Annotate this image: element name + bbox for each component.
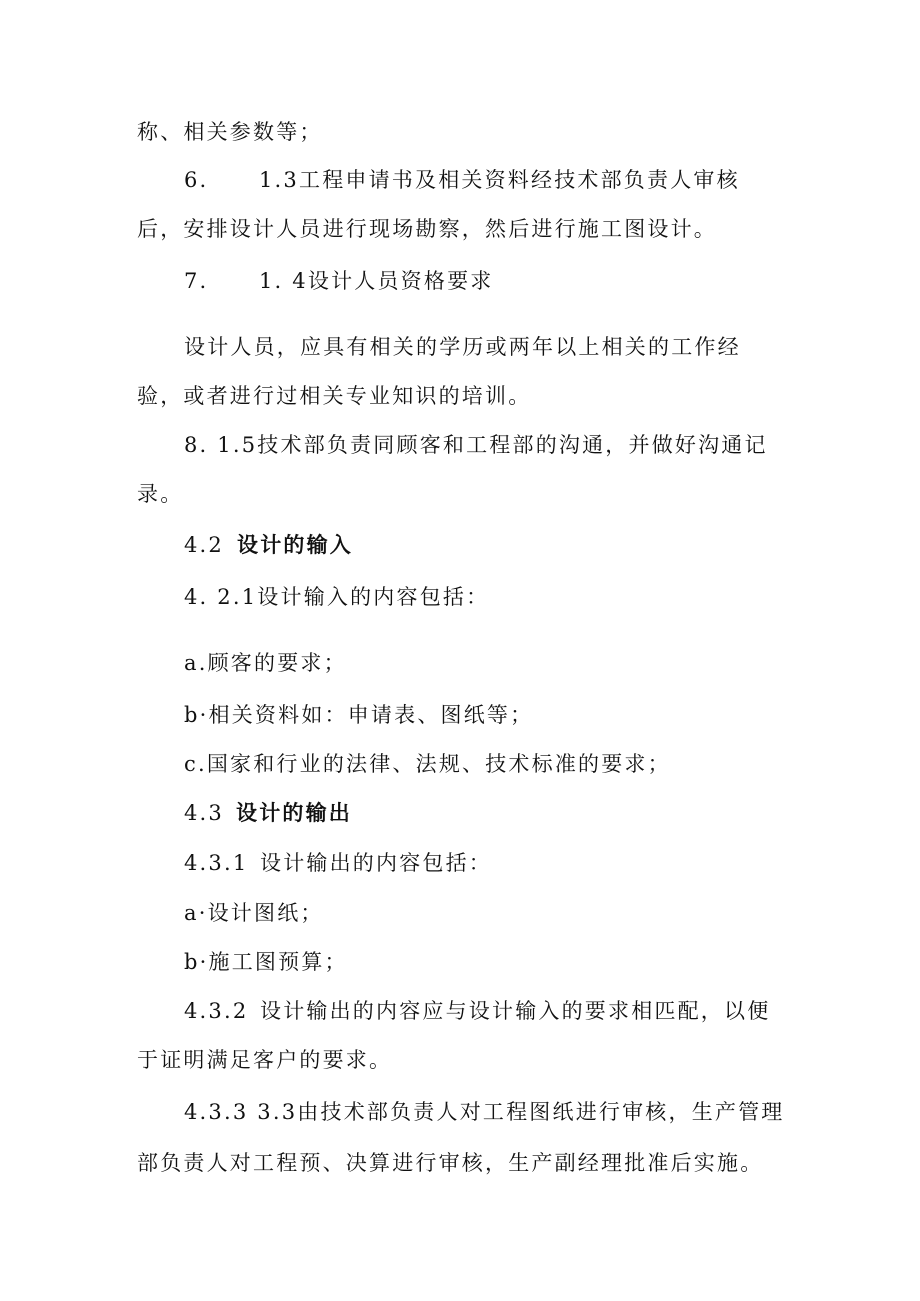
list-item: c.国家和行业的法律、法规、技术标准的要求； <box>184 752 671 776</box>
body-line: 部负责人对工程预、决算进行审核，生产副经理批准后实施。 <box>137 1151 764 1175</box>
body-line: 录。 <box>137 482 184 506</box>
list-number: 6. <box>184 168 209 192</box>
body-line: 于证明满足客户的要求。 <box>137 1048 393 1072</box>
list-number: 4.3.1 <box>184 851 249 875</box>
body-line: 称、相关参数等； <box>137 120 323 144</box>
body-line: 7. 1. 4设计人员资格要求 <box>184 266 493 296</box>
list-item: a·设计图纸； <box>184 901 324 925</box>
body-line: 8. 1.5技术部负责同顾客和工程部的沟通，并做好沟通记 <box>184 433 768 457</box>
list-number: 7. <box>184 269 209 293</box>
list-number: 4.3.2 <box>184 999 249 1023</box>
body-line: 后，安排设计人员进行现场勘察，然后进行施工图设计。 <box>137 217 717 241</box>
list-item: b·施工图预算； <box>184 950 348 974</box>
body-line: 4. 2.1设计输入的内容包括： <box>184 585 490 609</box>
body-line: 4.3.3 3.3由技术部负责人对工程图纸进行审核，生产管理 <box>184 1100 785 1124</box>
body-line: 设计人员，应具有相关的学历或两年以上相关的工作经 <box>184 335 741 359</box>
body-line: 4.3.1 设计输出的内容包括： <box>184 848 492 878</box>
list-item: a.顾客的要求； <box>184 651 347 675</box>
list-item: b·相关资料如：申请表、图纸等； <box>184 703 534 727</box>
body-line: 验，或者进行过相关专业知识的培训。 <box>137 384 532 408</box>
section-number: 4.3 <box>184 801 224 825</box>
section-heading: 4.2 设计的输入 <box>184 530 353 560</box>
body-line: 6. 1.3工程申请书及相关资料经技术部负责人审核 <box>184 165 740 195</box>
section-number: 4.2 <box>184 533 224 557</box>
body-line: 4.3.2 设计输出的内容应与设计输入的要求相匹配，以便 <box>184 996 770 1026</box>
section-heading: 4.3 设计的输出 <box>184 798 352 828</box>
